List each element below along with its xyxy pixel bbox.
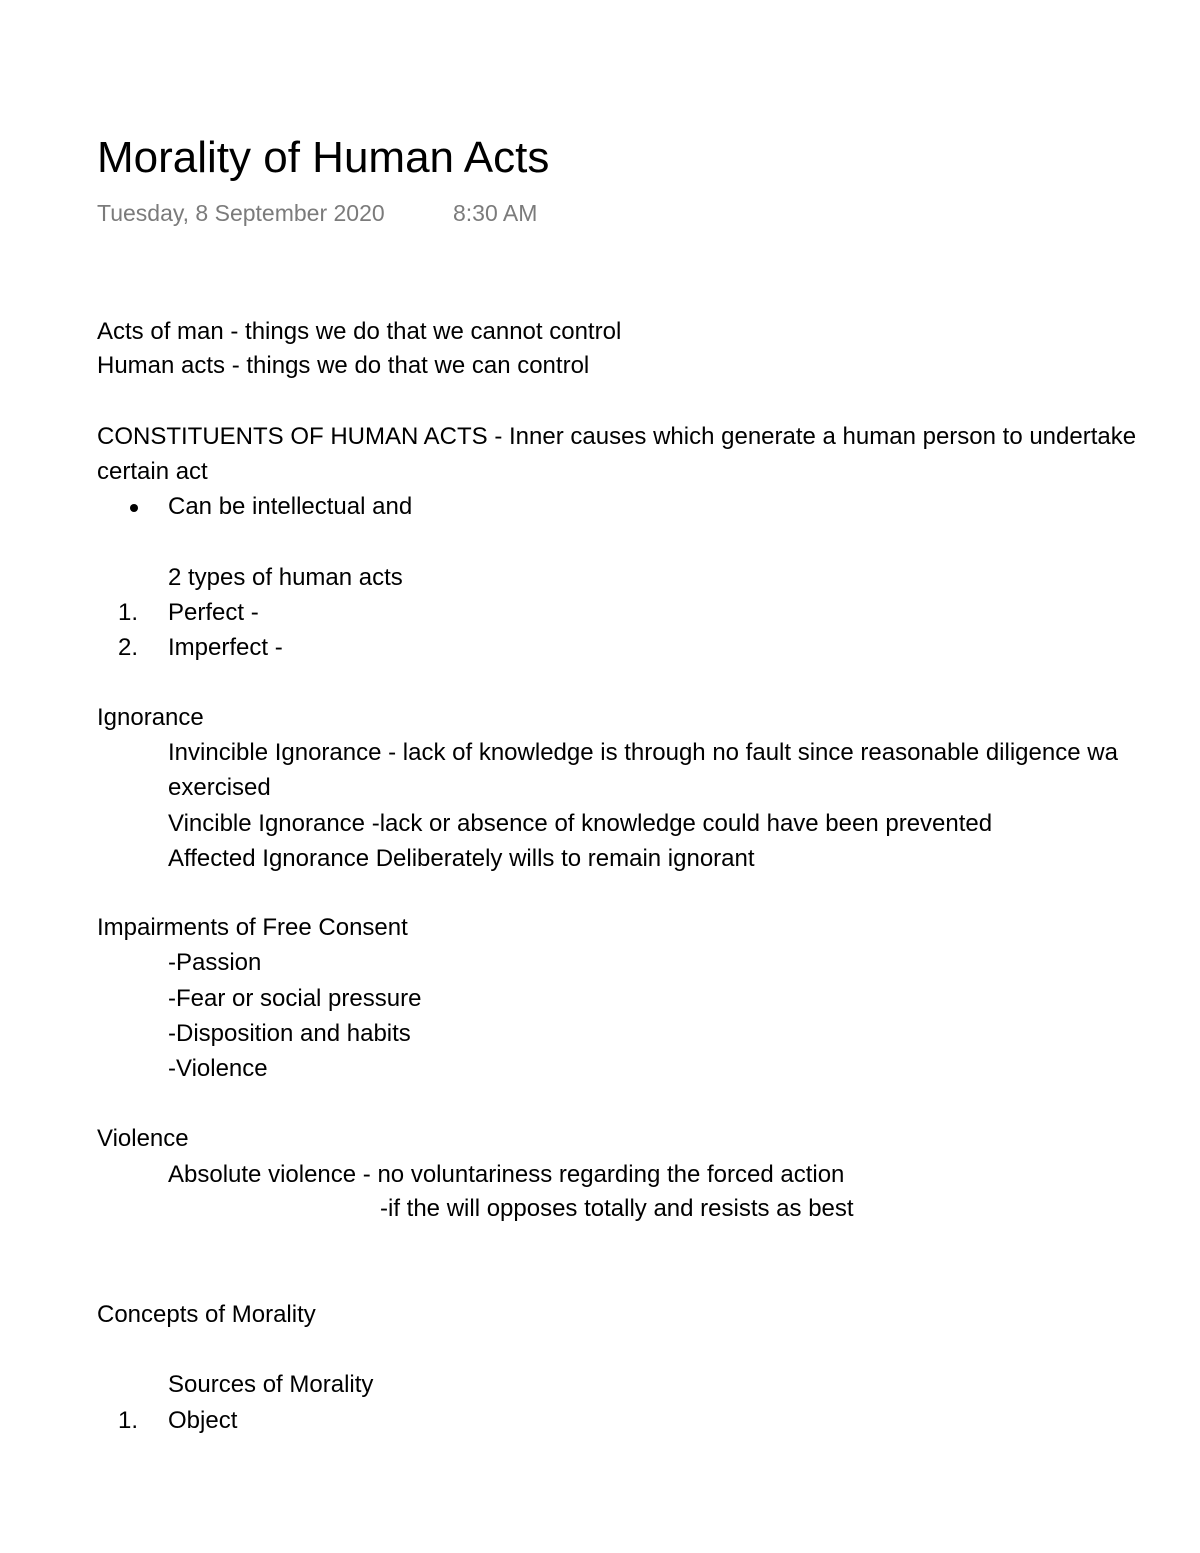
- impairments-heading: Impairments of Free Consent: [97, 914, 408, 941]
- invincible-line: Invincible Ignorance - lack of knowledge is through no fault since reasonable diligence wa: [168, 739, 1118, 766]
- bullet-icon: [130, 504, 138, 512]
- list-number: 1.: [118, 1407, 139, 1434]
- list-item: Imperfect -: [168, 634, 283, 661]
- types-heading: 2 types of human acts: [168, 564, 403, 591]
- page-title: Morality of Human Acts: [97, 133, 550, 182]
- vincible-line: Vincible Ignorance -lack or absence of knowledge could have been prevented: [168, 810, 993, 837]
- absolute-violence-continuation: -if the will opposes totally and resists as best: [380, 1195, 854, 1222]
- sources-heading: Sources of Morality: [168, 1371, 374, 1398]
- list-number: 2.: [118, 634, 139, 661]
- list-item: -Passion: [168, 949, 262, 976]
- list-number: 1.: [118, 599, 139, 626]
- absolute-violence-line: Absolute violence - no voluntariness regarding the forced action: [168, 1161, 845, 1188]
- affected-line: Affected Ignorance Deliberately wills to remain ignorant: [168, 845, 755, 872]
- list-item: Object: [168, 1407, 238, 1434]
- human-acts-line: Human acts - things we do that we can control: [97, 352, 590, 379]
- concepts-heading: Concepts of Morality: [97, 1301, 316, 1328]
- list-item: -Violence: [168, 1055, 268, 1082]
- constituents-line: CONSTITUENTS OF HUMAN ACTS - Inner causes which generate a human person to undertake: [97, 423, 1137, 450]
- acts-of-man-line: Acts of man - things we do that we cannot control: [97, 318, 622, 345]
- page-time: 8:30 AM: [453, 200, 538, 226]
- violence-heading: Violence: [97, 1125, 189, 1152]
- list-item: Perfect -: [168, 599, 259, 626]
- constituents-continuation: certain act: [97, 458, 208, 485]
- ignorance-heading: Ignorance: [97, 704, 204, 731]
- list-item: -Fear or social pressure: [168, 985, 422, 1012]
- list-item: -Disposition and habits: [168, 1020, 411, 1047]
- page-date: Tuesday, 8 September 2020: [97, 200, 385, 226]
- list-item: Can be intellectual and: [168, 493, 413, 520]
- invincible-continuation: exercised: [168, 774, 271, 801]
